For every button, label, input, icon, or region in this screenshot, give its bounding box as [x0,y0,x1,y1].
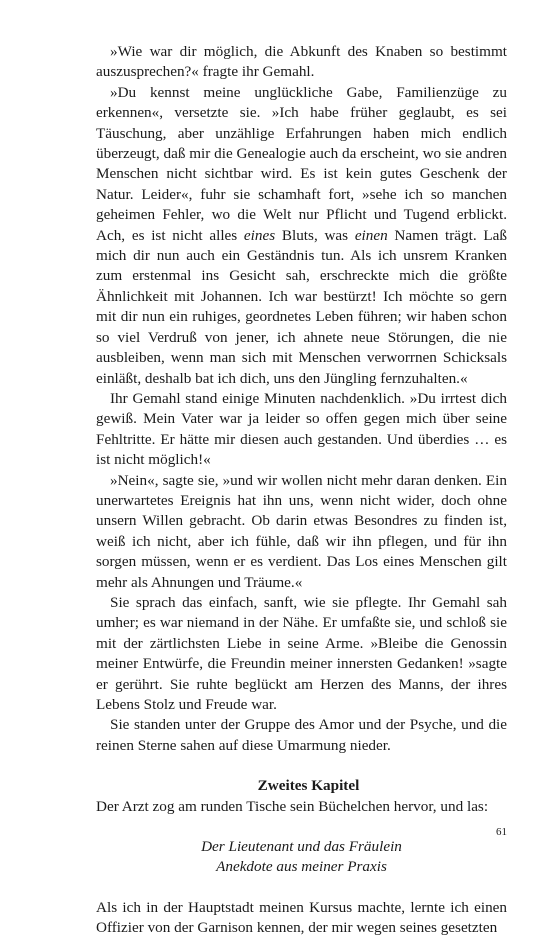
paragraph-2-mid: Bluts, was [275,226,355,244]
anecdote-title-block [96,837,507,878]
paragraph-1: »Wie war dir möglich, die Abkunft des Knaben so bestimmt auszusprechen?« fragte ihr Gemahl. [96,43,507,81]
paragraph-7: Der Arzt zog am runden Tische sein Büchelchen hervor, und las: [96,797,489,815]
paragraph-4: »Nein«, sagte sie, »und wir wollen nicht mehr daran denken. Ein unerwartetes Ereignis hat ihn uns, wenn nicht wider, doch ohne unsern Willen gebracht. Ob darin etwas Besondres zu finden ist, weiß ich nicht, aber ich fühle, daß wir ihn pflegen, und für ihn sorgen müssen, wenn er es verdient. Das Los eines Menschen gilt mehr als Ahnungen und Träume.« [96,471,507,591]
anecdote-subtitle: Anekdote aus meiner Praxis [216,858,387,876]
paragraph-2-text: »Du kennst meine unglückliche Gabe, Familienzüge zu erkennen«, versetzte sie. »Ich habe früher geglaubt, es sei Täuschung, aber unzählige Erfahrungen haben mich endlich überzeugt, daß mir die Genealogie auch da erscheint, wo sie andren Menschen nicht sichtbar wird. Es ist kein gutes Geschenk der Natur. Leider«, fuhr sie schamhaft fort, »sehe ich so manchen geheimen Fehler, wo die Welt nur Pflicht und Tugend erblickt. Ach, es ist nicht alles [96,83,507,244]
paragraph-3: Ihr Gemahl stand einige Minuten nachdenklich. »Du irrtest dich gewiß. Mein Vater war ja leider so offen gegen mich über seine Fehltritte. Er hätte mir diesen auch gestanden. Und überdies … es ist nicht möglich!« [96,389,507,469]
paragraph-2-rest: Namen trägt. Laß mich dir nun auch ein Geständnis tun. Als ich unsrem Kranken zum erstenmal ins Gesicht sah, erschreckte mich die größte Ähnlichkeit mit Johannen. Ich war bestürzt! Ich möchte so gern mit dir nun ein ruhiges, geordnetes Leben führen; wir haben schon so viel Verdruß von jener, ich ahnete neue Störungen, die nie ausbleiben, wenn man sich mit Menschen verworrnen Schicksals einläßt, deshalb bat ich dich, uns den Jüngling fernzuhalten.« [96,226,507,387]
emphasis-eines: eines [243,226,276,244]
chapter-heading: Zweites Kapitel [257,777,360,795]
book-page [96,42,507,939]
paragraph-6: Sie standen unter der Gruppe des Amor und der Psyche, und die reinen Sterne sahen auf diese Umarmung nieder. [96,716,507,754]
page-number: 61 [496,826,507,838]
emphasis-einen: einen [354,226,388,244]
paragraph-8: Als ich in der Hauptstadt meinen Kursus machte, lernte ich einen Offizier von der Garnison kennen, der mir wegen seines gesetzten [96,898,507,937]
paragraph-5: Sie sprach das einfach, sanft, wie sie pflegte. Ihr Gemahl sah umher; es war niemand in der Nähe. Er umfaßte sie, und schloß sie mit der zärtlichsten Liebe in seine Arme. »Bleibe die Genossin meiner Entwürfe, die Freundin meiner innersten Gedanken! »sagte er gerührt. Sie ruhte beglückt am Herzen des Manns, der ihres Lebens Stolz und Freude war. [96,593,507,713]
paragraph-2 [96,83,507,389]
anecdote-title: Der Lieutenant und das Fräulein [201,838,402,856]
